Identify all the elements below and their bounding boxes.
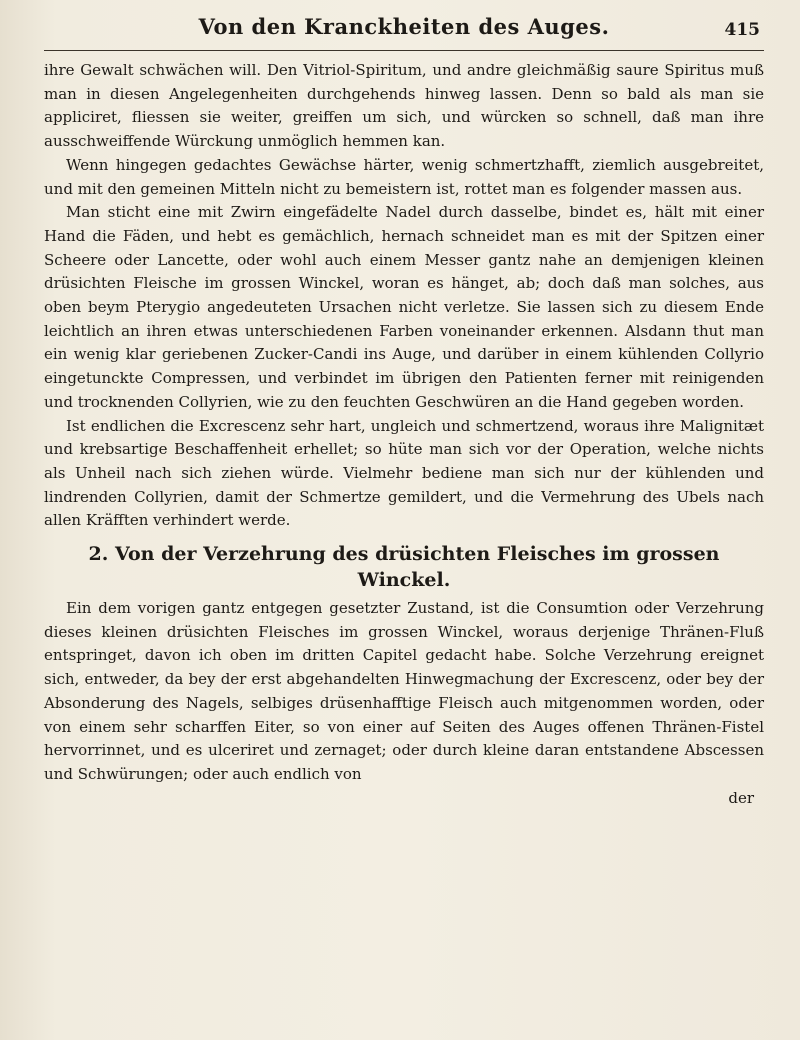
section-heading: 2. Von der Verzehrung des drüsichten Fleisches im grossen Winckel. — [88, 543, 720, 592]
running-head — [44, 14, 764, 51]
paragraph-4: Ist endlichen die Excrescenz sehr hart, ungleich und schmertzend, woraus ihre Malignitæt und krebsartige Beschaffenheit erhellet; so hüte man sich vor der Operation, welche nichts als Unheil nach sich ziehen würde. Vielmehr bediene man sich nur der kühlenden und lindrenden Collyrien, damit der Schmertze gemildert, und die Vermehrung des Ubels nach allen Kräfften verhindert werde. — [44, 416, 764, 530]
running-title: Von den Kranckheiten des Auges. — [198, 14, 610, 39]
paragraph-2: Wenn hingegen gedachtes Gewächse härter, wenig schmertzhafft, ziemlich ausgebreitet, und mit den gemeinen Mitteln nicht zu bemeistern ist, rottet man es folgender massen aus. — [44, 155, 764, 198]
paragraph-3: Man sticht eine mit Zwirn eingefädelte Nadel durch dasselbe, bindet es, hält mit einer Hand die Fäden, und hebt es gemächlich, hernach schneidet man es mit der Spitzen einer Scheere oder Lancette, oder wohl auch einem Messer gantz nahe an demjenigen kleinen drüsichten Fleische im grossen Winckel, woran es hänget, ab; doch daß man solches, aus oben beym Pterygio angedeuteten Ursachen nicht verletze. Sie lassen sich zu diesem Ende leichtlich an ihren etwas unterschiedenen Farben voneinander erkennen. Alsdann thut man ein wenig klar geriebenen Zucker-Candi ins Auge, und darüber in einem kühlenden Collyrio eingetunckte Compressen, und verbindet im übrigen den Patienten ferner mit reinigenden und trocknenden Collyrien, wie zu den feuchten Geschwüren an die Hand gegeben worden. — [44, 203, 764, 411]
catchword: der — [728, 788, 754, 807]
paragraph-1: ihre Gewalt schwächen will. Den Vitriol-Spiritum, und andre gleichmäßig saure Spiritus muß man in diesen Angelegenheiten durchgehends hinweg lassen. Denn so bald als man sie appliciret, fliessen sie weiter, greiffen um sich, und würcken so schnell, daß man ihre ausschweiffende Würckung unmöglich hemmen kan. — [44, 61, 764, 151]
page-number: 415 — [724, 20, 760, 40]
section-paragraph: Ein dem vorigen gantz entgegen gesetzter Zustand, ist die Consumtion oder Verzehrung dieses kleinen drüsichten Fleisches im grossen Winckel, woraus derjenige Thränen-Fluß entspringet, davon ich oben im dritten Capitel gedacht habe. Solche Verzehrung ereignet sich, entweder, da bey der erst abgehandelten Hinwegmachung der Excrescenz, oder bey der Absonderung des Nagels, selbiges drüsenhafftige Fleisch auch mitgenommen worden, oder von einem sehr scharffen Eiter, so von einer auf Seiten des Auges offenen Thränen-Fistel hervorrinnet, und es ulceriret und zernaget; oder durch kleine daran entstandene Abscessen und Schwürungen; oder auch endlich von — [44, 599, 764, 783]
